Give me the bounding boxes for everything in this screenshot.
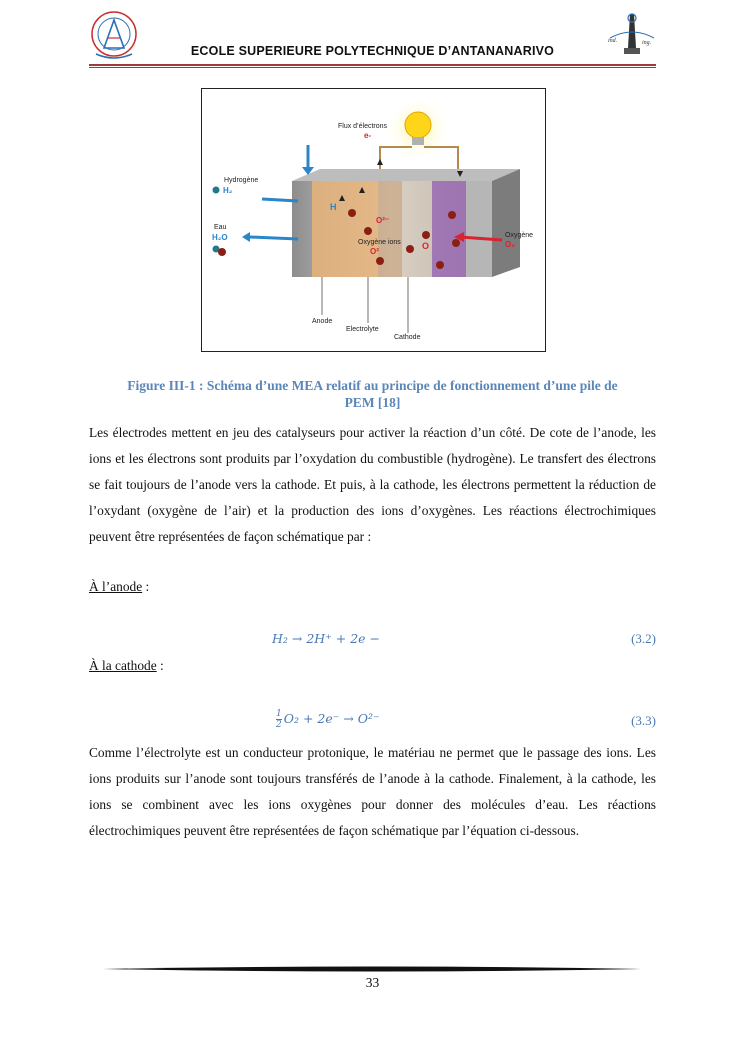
label-h2: H₂ — [223, 186, 233, 195]
arrow-water-out — [250, 237, 298, 239]
label-o2: O₂ — [505, 240, 515, 249]
label-h2o: H₂O — [212, 233, 228, 242]
label-eau: Eau — [214, 224, 227, 231]
label-electron: e- — [364, 131, 372, 140]
header-rule-thin — [89, 67, 656, 68]
figure-caption — [89, 377, 656, 411]
h2-molecule-icon — [213, 187, 220, 194]
arrow-h2-in — [262, 199, 298, 201]
mea-figure — [201, 88, 546, 352]
label-o: O — [422, 241, 430, 251]
fraction-denominator: 2 — [276, 720, 282, 730]
cathode-heading-text: À la cathode — [89, 658, 157, 673]
anode-heading-text: À l’anode — [89, 579, 143, 594]
equation-3-3-text: O₂ + 2e⁻ → O²⁻ — [283, 711, 380, 726]
anode-heading — [89, 579, 149, 595]
cathode-plate — [466, 181, 492, 277]
label-o-ion-2: O² — [370, 247, 379, 256]
equation-3-2: H₂ → 2H⁺ + 2e − — [272, 631, 381, 646]
label-hydrogene: Hydrogène — [224, 177, 259, 184]
page-number: 33 — [365, 975, 380, 990]
label-electrolyte: Electrolyte — [346, 326, 379, 333]
paragraph-electrolyte: Comme l’électrolyte est un conducteur protonique, le matériau ne permet que le passage des ions. Les ions produits sur l’anode sont toujours transférés de l’anode à la cathode. Finalement, à la cathode, les ions se combinent avec les ions oxygènes pour donner des molécules d’eau. Les réactions électrochimiques peuvent être représentées de façon schématique par l’équation ci-dessous. — [89, 745, 656, 838]
caption-line-1: Figure III-1 : Schéma d’une MEA relatif au principe de fonctionnement d’une pile de — [127, 378, 618, 393]
label-oxygene: Oxygène — [505, 232, 534, 239]
cell-top — [292, 169, 520, 181]
svg-text:ind.: ind. — [608, 38, 618, 44]
paragraph-electrodes: Les électrodes mettent en jeu des catalyseurs pour activer la réaction d’un côté. De cote de l’anode, les ions et les électrons sont produits par l’oxydation du combustible (hydrogène). Le transfert des électrons se fait toujours de l’anode vers la cathode. Et puis, à la cathode, les électrons permettent la réduction de l’oxydant (oxygène de l’air) et la production des ions d’oxygènes. Les réactions électrochimiques peuvent être représentées de façon schématique par : — [89, 425, 656, 544]
equation-number-3-2: (3.2) — [631, 631, 656, 646]
anode-heading-colon: : — [142, 579, 150, 594]
label-oxygene-ions: Oxygène ions — [358, 239, 401, 246]
header-rule — [89, 64, 656, 66]
cathode-heading-colon: : — [156, 658, 164, 673]
caption-line-2: PEM [18] — [344, 395, 401, 410]
equation-fraction — [276, 709, 282, 730]
label-h: H — [330, 202, 337, 212]
cell-side — [492, 169, 520, 277]
equation-3-3 — [276, 709, 380, 730]
fraction-numerator: 1 — [276, 709, 282, 719]
page-header-title: ECOLE SUPERIEURE POLYTECHNIQUE D’ANTANANARIVO — [190, 44, 555, 58]
label-o-ion-1: O²⁻ — [376, 216, 390, 225]
equation-number-3-3: (3.3) — [631, 713, 656, 728]
label-cathode: Cathode — [394, 334, 421, 341]
label-anode: Anode — [312, 318, 333, 325]
light-bulb-icon — [405, 112, 431, 138]
label-flux: Flux d’électrons — [338, 123, 388, 130]
bulb-base — [412, 137, 424, 145]
svg-text:ing.: ing. — [642, 40, 652, 46]
water-molecule-oxygen — [218, 248, 226, 256]
electrolyte-center — [402, 181, 432, 277]
arrow-water-head — [242, 232, 250, 242]
cathode-heading — [89, 658, 164, 674]
footer-rule — [103, 965, 641, 973]
